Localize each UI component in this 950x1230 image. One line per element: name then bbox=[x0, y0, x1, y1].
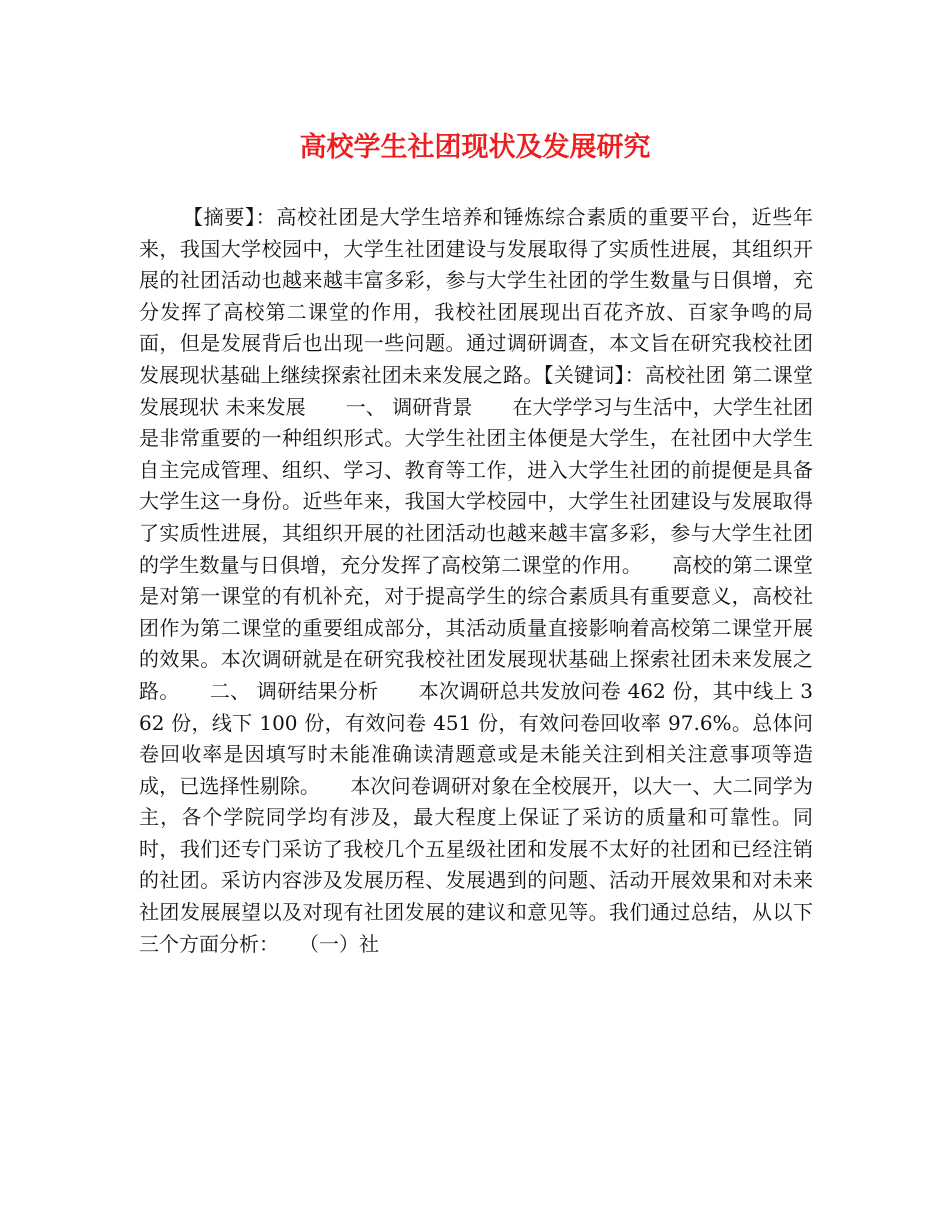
document-body-paragraph: 【摘要】：高校社团是大学生培养和锤炼综合素质的重要平台，近些年来，我国大学校园中，大学生社团建设与发展取得了实质性进展，其组织开展的社团活动也越来越丰富多彩，参与大学生社团的学生数量与日俱增，充分发挥了高校第二课堂的作用，我校社团展现出百花齐放、百家争鸣的局面，但是发展背后也出现一些问题。通过调研调查，本文旨在研究我校社团发展现状基础上继续探索社团未来发展之路。【关键词】：高校社团 第二课堂 发展现状 未来发展 一、 调研背景 在大学学习与生活中，大学生社团是非常重要的一种组织形式。大学生社团主体便是大学生，在社团中大学生自主完成管理、组织、学习、教育等工作，进入大学生社团的前提便是具备大学生这一身份。近些年来，我国大学校园中，大学生社团建设与发展取得了实质性进展，其组织开展的社团活动也越来越丰富多彩，参与大学生社团的学生数量与日俱增，充分发挥了高校第二课堂的作用。 高校的第二课堂是对第一课堂的有机补充，对于提高学生的综合素质具有重要意义，高校社团作为第二课堂的重要组成部分，其活动质量直接影响着高校第二课堂开展的效果。本次调研就是在研究我校社团发展现状基础上探索社团未来发展之路。 二、 调研结果分析 本次调研总共发放问卷 462 份，其中线上 362 份，线下 100 份，有效问卷 451 份，有效问卷回收率 97.6%。总体问卷回收率是因填写时未能准确读清题意或是未能关注到相关注意事项等造成，已选择性剔除。 本次问卷调研对象在全校展开，以大一、大二同学为主，各个学院同学均有涉及，最大程度上保证了采访的质量和可靠性。同时，我们还专门采访了我校几个五星级社团和发展不太好的社团和已经注销的社团。采访内容涉及发展历程、发展遇到的问题、活动开展效果和对未来社团发展展望以及对现有社团发展的建议和意见等。我们通过总结，从以下三个方面分析： （一）社 bbox=[139, 205, 813, 956]
document-title: 高校学生社团现状及发展研究 bbox=[299, 132, 651, 163]
